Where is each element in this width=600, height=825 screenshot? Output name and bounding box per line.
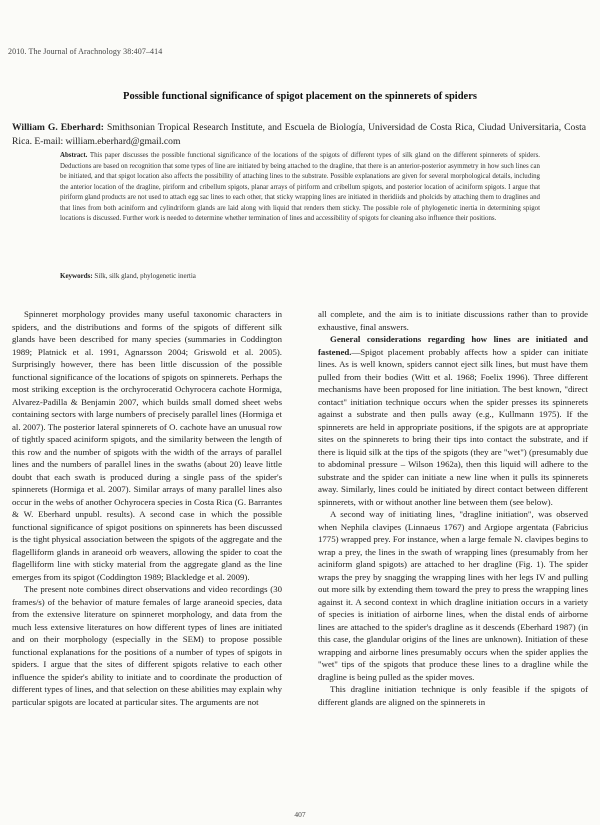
body-column-left — [12, 308, 282, 708]
body-paragraph: A second way of initiating lines, "dragline initiation", was observed when Nephila clavipes (Linnaeus 1767) and Argiope argentata (Fabricius 1775) wrapped prey. For instance, when a large female N. clavipes begins to wrap a prey, the lines in the swath of wrapping lines (presumably from her aciniform gland spigots) are attached to her dragline (Fig. 1). The spider wraps the prey by snagging the wrapping lines with her legs IV and pulling out more silk by extending them toward the prey to press the wrapping lines against it. A second context in which dragline initiation occurs in a variety of species is initiation of airborne lines, when the distal ends of airborne lines are attached to the spider's dragline as it descends (Eberhard 1987) (in this case, the glandular origins of the lines are unknown). Initiation of these wrapping and airborne lines presumably occurs when the spider applies the "wet" tips of the spigots that produce these lines to a dragline while the dragline is being pulled as the spider moves. — [318, 509, 588, 682]
body-paragraph: all complete, and the aim is to initiate discussions rather than to provide exhaustive, final answers. — [318, 309, 588, 332]
section-heading: General considerations regarding how lines are initiated and fastened. — [318, 334, 588, 357]
page-number: 407 — [294, 810, 306, 819]
body-paragraph: This dragline initiation technique is only feasible if the spigots of different glands are aligned on the spinnerets in — [318, 684, 588, 707]
author-name: William G. Eberhard: — [12, 122, 104, 133]
author-block — [12, 121, 586, 150]
keywords — [60, 272, 540, 280]
abstract — [60, 151, 540, 225]
section-paragraph — [318, 333, 588, 508]
body-column-right — [318, 308, 588, 708]
abstract-text: This paper discusses the possible functional significance of the locations of the spigots of different types of silk gland on the different spinnerets of spiders. Deductions are based on recognition that some types of line are initiated by being attached to the dragline, that there is an anterior-posterior asymmetry in how such lines can be initiated, and that spigot location also affects the possibility of attaching lines to the substrate. Possible explanations are given for several morphological details, including the anterior location of the dragline, piriform and cribellum spigots, planar arrays of piriform and cribellum spigots, and posterior location of aciniform spigots. I argue that piriform gland products are not used to attach egg sac lines to each other, that sticky wrapping lines are initiated in theridiids and pholcids by attaching them to draglines and that lines from both aciniform and cylindriform glands are laid along with liquid that renders them sticky. The possible role of phylogenetic inertia in determining spigot locations is discussed. Further work is needed to determine whether termination of lines and accessibility of spigots for cleaning also influence their positions. — [60, 152, 540, 223]
keywords-label: Keywords: — [60, 272, 93, 280]
body-paragraph: Spinneret morphology provides many useful taxonomic characters in spiders, and the distributions and forms of the spigots of different silk glands have been described for many species (summaries in Coddington 1989; Platnick et al. 1991, Agnarsson 2004; Griswold et al. 2005). Surprisingly however, there has been little discussion of the possible functional significance of the locations of spigots on spinnerets. Perhaps the most striking exception is the orchyroceratid Ochyrocera cachote Hormiga, Alvarez-Padilla & Benjamin 2007, which builds small domed sheet webs containing sectors with large numbers of precisely parallel lines (Hormiga et al. 2007). The posterior lateral spinnerets of O. cachote have an unusual row of tightly spaced aciniform spigots, and the similarity between the length of this row and the number of spigots with the width of the arrays of parallel lines and the numbers of parallel lines in the swaths (about 20) leave little doubt that each swath is produced during a single pass of the spider's spinnerets (Hormiga et al. 2007). Similar arrays of many parallel lines also occur in the webs of another Ochyrocera species in Costa Rica (G. Barrantes & W. Eberhard unpubl. results). A second case in which the possible functional significance of spigot positions on spinnerets has been discussed is the tight physical association between the spigots of the aggregate and the flagelliform glands in araneoid orb weavers, allowing the spider to coat the flagelliform line with sticky material from the aggregate gland as the line emerges from its spigot (Coddington 1989; Blackledge et al. 2009). — [12, 309, 282, 582]
section-text: —Spigot placement probably affects how a spider can initiate lines. As is well known, spiders cannot eject silk lines, but must have them pulled from their bodies (Witt et al. 1968; Foelix 1996). Three different mechanisms have been proposed for line initiation. The best known, "direct contact" initiation technique occurs when the spider presses its spinnerets against a substrate and then pulls away (e.g., Kullmann 1975). If the spinnerets are held in appropriate positions, if the spigots are at appropriate sites on the spinnerets to bring their tips into contact the substrate, and if there is liquid silk at the tips of the spigots (they are "wet") (presumably due to abdominal pressure – Wilson 1962a), then this liquid will adhere to the substrate and the spider can initiate a new line when it pulls its spinnerets away. Similarly, lines could be initiated by direct contact between different spinnerets, with or without another line between them (see below). — [318, 346, 588, 507]
body-paragraph: The present note combines direct observations and video recordings (30 frames/s) of the behavior of mature females of large araneoid species, data from the extensive literature on spinneret morphology, and data from the much less extensive literatures on how different types of lines are initiated and on their morphology (especially in the SEM) to propose possible functional explanations for the positions of a number of types of spigots in spiders. I argue that the sites of different spigots relative to each other influence the spider's ability to initiate and to coordinate the production of different types of lines, and that selection on these abilities may explain why particular spigots are located at particular sites. The arguments are not — [12, 584, 282, 707]
keywords-text: Silk, silk gland, phylogenetic inertia — [94, 272, 196, 280]
journal-header: 2010. The Journal of Arachnology 38:407–414 — [8, 47, 163, 56]
abstract-label: Abstract. — [60, 152, 88, 159]
author-affiliation: Smithsonian Tropical Research Institute, and Escuela de Biología, Universidad de Costa Rica, Ciudad Universitaria, Costa Rica. E-mail: william.eberhard@gmail.com — [12, 122, 586, 148]
article-title: Possible functional significance of spigot placement on the spinnerets of spiders — [123, 91, 477, 102]
